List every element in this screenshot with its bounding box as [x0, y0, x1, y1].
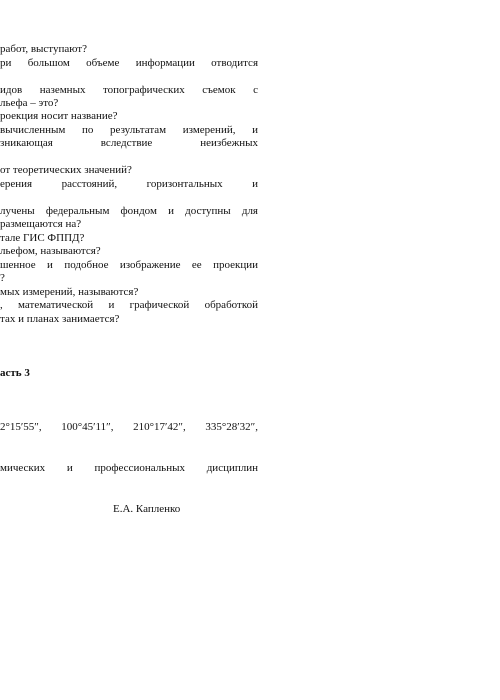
question-line: ри большом объеме информации отводится: [0, 57, 258, 69]
question-line: мых измерений, называются?: [0, 286, 139, 298]
disciplines-line: мических и профессиональных дисциплин: [0, 462, 258, 474]
question-line: лучены федеральным фондом и доступны для: [0, 205, 258, 217]
question-line: льефом, называются?: [0, 245, 101, 257]
question-line: роекция носит название?: [0, 110, 118, 122]
question-line: идов наземных топографических съемок с: [0, 84, 258, 96]
angles-line: 2°15′55″, 100°45′11″, 210°17′42″, 335°28′32″,: [0, 421, 258, 433]
question-line: зникающая вследствие неизбежных: [0, 137, 258, 149]
question-line: ерения расстояний, горизонтальных и: [0, 178, 258, 190]
question-line: , математической и графической обработкой: [0, 299, 258, 311]
question-line: работ, выступают?: [0, 43, 87, 55]
question-line: тах и планах занимается?: [0, 313, 120, 325]
question-line: от теоретических значений?: [0, 164, 132, 176]
question-line: льефа – это?: [0, 97, 59, 109]
question-line: вычисленным по результатам измерений, и: [0, 124, 258, 136]
question-line: ?: [0, 272, 5, 284]
part-title: асть 3: [0, 367, 30, 379]
author-signature: Е.А. Капленко: [113, 503, 181, 515]
question-line: тале ГИС ФППД?: [0, 232, 85, 244]
question-line: шенное и подобное изображение ее проекции: [0, 259, 258, 271]
question-line: размещаются на?: [0, 218, 82, 230]
